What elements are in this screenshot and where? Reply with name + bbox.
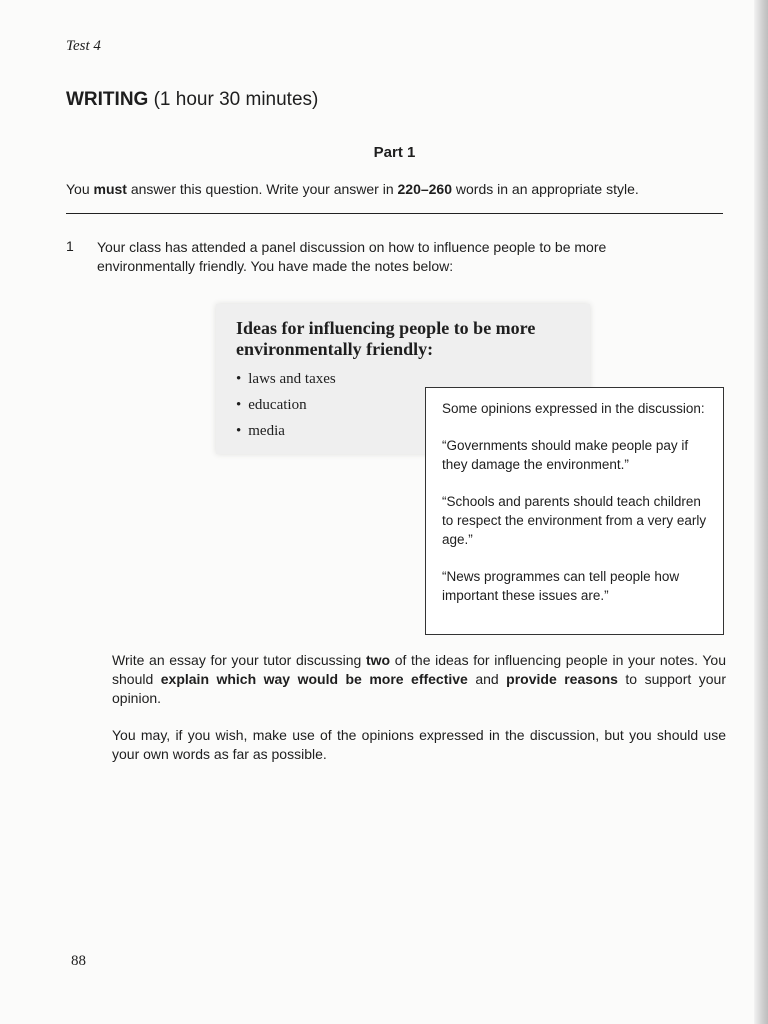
test-label: Test 4 <box>66 38 101 54</box>
task-text: and <box>467 671 507 687</box>
notes-title: Ideas for influencing people to be more environmentally friendly: <box>236 318 536 359</box>
task-emphasis: explain which way would be more effective <box>160 671 468 687</box>
opinions-intro: Some opinions expressed in the discussion: <box>442 401 705 416</box>
notes-list-item: • laws and taxes <box>236 366 336 392</box>
notes-list <box>236 366 336 444</box>
instruction-text: answer this question. Write your answer in <box>126 181 398 197</box>
page-number: 88 <box>71 953 86 969</box>
notes-list-item: • media <box>236 418 336 444</box>
notes-list-item: • education <box>236 392 336 418</box>
instruction-emphasis-must: must <box>93 181 127 197</box>
part-title: Part 1 <box>373 144 416 161</box>
section-title: WRITING <box>66 89 149 110</box>
opinions-box <box>425 387 724 635</box>
instruction-text: words in an appropriate style. <box>452 181 639 197</box>
page-edge-shadow <box>754 0 768 1024</box>
section-duration: (1 hour 30 minutes) <box>153 89 319 110</box>
task-paragraph <box>112 651 726 708</box>
instruction-word-range: 220–260 <box>397 181 453 197</box>
opinion-quote: “Schools and parents should teach children to respect the environment from a very early age.” <box>442 494 707 547</box>
task-text: Write an essay for your tutor discussing <box>112 652 366 668</box>
question-text: Your class has attended a panel discussion on how to influence people to be more environmentally friendly. You have made the notes below: <box>97 239 607 274</box>
task-emphasis: two <box>365 652 391 668</box>
opinion-quote: “News programmes can tell people how important these issues are.” <box>442 569 680 603</box>
task-instructions <box>112 651 726 782</box>
task-text: to support your opinion. <box>112 671 726 706</box>
divider-rule <box>66 213 723 214</box>
instruction-text: You <box>66 181 94 197</box>
task-text: of the ideas for influencing people in your notes. You should <box>112 652 727 687</box>
task-paragraph: You may, if you wish, make use of the opinions expressed in the discussion, but you should use your own words as far as possible. <box>112 727 726 762</box>
section-heading <box>66 89 318 111</box>
opinion-quote: “Governments should make people pay if they damage the environment.” <box>442 438 689 472</box>
part-instruction <box>66 181 639 197</box>
question-number: 1 <box>66 238 74 254</box>
task-emphasis: provide reasons <box>506 671 618 687</box>
